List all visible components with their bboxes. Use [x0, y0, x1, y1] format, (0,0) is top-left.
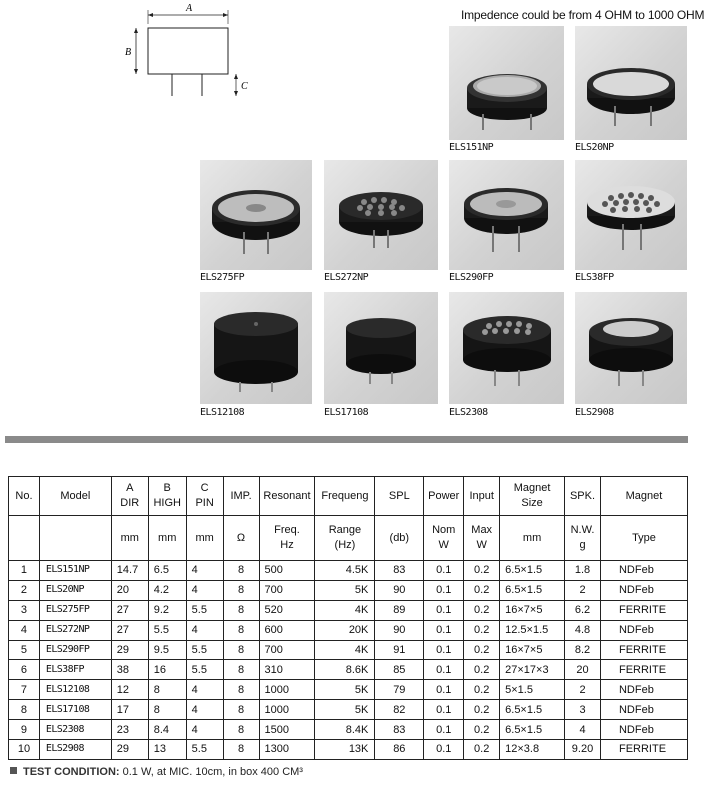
cell-input: 0.2: [464, 620, 500, 640]
cell-imp: 8: [223, 620, 259, 640]
cell-model: ELS38FP: [39, 660, 111, 680]
cell-magnet-type: FERRITE: [600, 740, 687, 760]
cell-dir: 23: [111, 720, 148, 740]
cell-weight: 4: [565, 720, 601, 740]
cell-magnet-size: 6.5×1.5: [500, 700, 565, 720]
col-subheader: (db): [375, 516, 424, 561]
table-row: [9, 561, 688, 581]
col-subheader: mm: [500, 516, 565, 561]
photo-els20np: [575, 26, 687, 140]
cell-range: 8.6K: [315, 660, 375, 680]
col-header: IMP.: [223, 477, 259, 516]
table-row: [9, 600, 688, 620]
cell-power: 0.1: [424, 600, 464, 620]
col-header: Power: [424, 477, 464, 516]
dim-label-b: B: [125, 47, 132, 58]
test-condition-text: 0.1 W, at MIC. 10cm, in box 400 CM³: [119, 766, 303, 778]
cell-input: 0.2: [464, 640, 500, 660]
cell-spl: 91: [375, 640, 424, 660]
photo-els38fp: [575, 160, 687, 270]
col-header: C PIN: [186, 477, 223, 516]
cell-imp: 8: [223, 580, 259, 600]
cell-weight: 2: [565, 580, 601, 600]
cell-range: 4K: [315, 640, 375, 660]
cell-dir: 17: [111, 700, 148, 720]
cell-resonant: 700: [259, 580, 315, 600]
photo-els2308: [449, 292, 564, 404]
cell-spl: 85: [375, 660, 424, 680]
col-subheader: mm: [111, 516, 148, 561]
cell-no: 1: [9, 561, 40, 581]
cell-spl: 90: [375, 620, 424, 640]
table-row: [9, 740, 688, 760]
cell-high: 8: [148, 680, 186, 700]
cell-magnet-size: 6.5×1.5: [500, 580, 565, 600]
col-subheader: [39, 516, 111, 561]
cell-model: ELS20NP: [39, 580, 111, 600]
photo-els290fp: [449, 160, 564, 270]
cell-model: ELS2908: [39, 740, 111, 760]
cell-magnet-size: 6.5×1.5: [500, 720, 565, 740]
cell-power: 0.1: [424, 680, 464, 700]
photo-label: ELS275FP: [200, 272, 245, 283]
photo-els17108: [324, 292, 438, 404]
col-subheader: [9, 516, 40, 561]
cell-pin: 4: [186, 620, 223, 640]
cell-pin: 4: [186, 680, 223, 700]
cell-weight: 3: [565, 700, 601, 720]
photo-label: ELS17108: [324, 407, 369, 418]
cell-model: ELS290FP: [39, 640, 111, 660]
cell-magnet-size: 16×7×5: [500, 640, 565, 660]
cell-range: 13K: [315, 740, 375, 760]
speaker-image: [449, 292, 564, 404]
cell-spl: 89: [375, 600, 424, 620]
cell-resonant: 1000: [259, 680, 315, 700]
photo-els2908: [575, 292, 687, 404]
cell-weight: 1.8: [565, 561, 601, 581]
photo-els272np: [324, 160, 438, 270]
speaker-image: [324, 160, 438, 270]
col-subheader: Nom W: [424, 516, 464, 561]
col-subheader: Range (Hz): [315, 516, 375, 561]
cell-imp: 8: [223, 720, 259, 740]
cell-magnet-type: NDFeb: [600, 720, 687, 740]
table-row: [9, 700, 688, 720]
cell-range: 8.4K: [315, 720, 375, 740]
cell-model: ELS275FP: [39, 600, 111, 620]
cell-pin: 5.5: [186, 600, 223, 620]
speaker-image: [324, 292, 438, 404]
cell-model: ELS2308: [39, 720, 111, 740]
cell-weight: 9.20: [565, 740, 601, 760]
cell-spl: 83: [375, 720, 424, 740]
bullet-square-icon: [10, 767, 17, 774]
cell-imp: 8: [223, 680, 259, 700]
cell-magnet-type: NDFeb: [600, 561, 687, 581]
cell-dir: 27: [111, 620, 148, 640]
cell-dir: 27: [111, 600, 148, 620]
cell-range: 4.5K: [315, 561, 375, 581]
cell-input: 0.2: [464, 580, 500, 600]
cell-weight: 6.2: [565, 600, 601, 620]
cell-magnet-size: 6.5×1.5: [500, 561, 565, 581]
photo-label: ELS12108: [200, 407, 245, 418]
cell-imp: 8: [223, 600, 259, 620]
col-subheader: Max W: [464, 516, 500, 561]
col-subheader: mm: [148, 516, 186, 561]
cell-high: 13: [148, 740, 186, 760]
cell-input: 0.2: [464, 740, 500, 760]
dimension-diagram: [120, 0, 260, 110]
cell-spl: 79: [375, 680, 424, 700]
photo-label: ELS151NP: [449, 142, 494, 153]
cell-range: 5K: [315, 700, 375, 720]
photo-els275fp: [200, 160, 312, 270]
cell-magnet-size: 12×3.8: [500, 740, 565, 760]
cell-dir: 38: [111, 660, 148, 680]
cell-no: 7: [9, 680, 40, 700]
cell-high: 16: [148, 660, 186, 680]
cell-high: 8.4: [148, 720, 186, 740]
col-header: Resonant: [259, 477, 315, 516]
cell-no: 8: [9, 700, 40, 720]
cell-range: 5K: [315, 680, 375, 700]
cell-resonant: 1500: [259, 720, 315, 740]
table-row: [9, 580, 688, 600]
table-row: [9, 640, 688, 660]
cell-magnet-size: 5×1.5: [500, 680, 565, 700]
cell-input: 0.2: [464, 680, 500, 700]
cell-magnet-type: NDFeb: [600, 580, 687, 600]
cell-no: 6: [9, 660, 40, 680]
col-subheader: mm: [186, 516, 223, 561]
cell-dir: 29: [111, 740, 148, 760]
cell-model: ELS151NP: [39, 561, 111, 581]
col-header: Magnet: [600, 477, 687, 516]
photo-label: ELS2308: [449, 407, 488, 418]
cell-resonant: 1300: [259, 740, 315, 760]
cell-input: 0.2: [464, 700, 500, 720]
cell-magnet-size: 12.5×1.5: [500, 620, 565, 640]
col-header: No.: [9, 477, 40, 516]
cell-pin: 5.5: [186, 660, 223, 680]
cell-high: 9.2: [148, 600, 186, 620]
speaker-image: [575, 292, 687, 404]
speaker-image: [200, 160, 312, 270]
cell-imp: 8: [223, 700, 259, 720]
cell-pin: 5.5: [186, 740, 223, 760]
photo-label: ELS2908: [575, 407, 614, 418]
cell-power: 0.1: [424, 620, 464, 640]
photo-els151np: [449, 26, 564, 140]
cell-pin: 4: [186, 561, 223, 581]
col-header: Frequeng: [315, 477, 375, 516]
cell-model: ELS17108: [39, 700, 111, 720]
speaker-image: [575, 26, 687, 140]
cell-magnet-type: FERRITE: [600, 640, 687, 660]
cell-magnet-type: FERRITE: [600, 660, 687, 680]
section-divider: [5, 436, 688, 443]
speaker-image: [200, 292, 312, 404]
cell-spl: 83: [375, 561, 424, 581]
cell-power: 0.1: [424, 740, 464, 760]
cell-model: ELS272NP: [39, 620, 111, 640]
cell-magnet-type: FERRITE: [600, 600, 687, 620]
table-header-row: [9, 477, 688, 516]
cell-power: 0.1: [424, 720, 464, 740]
cell-high: 9.5: [148, 640, 186, 660]
cell-spl: 90: [375, 580, 424, 600]
cell-imp: 8: [223, 640, 259, 660]
cell-no: 5: [9, 640, 40, 660]
cell-input: 0.2: [464, 561, 500, 581]
cell-dir: 12: [111, 680, 148, 700]
cell-imp: 8: [223, 740, 259, 760]
col-subheader: N.W. g: [565, 516, 601, 561]
cell-model: ELS12108: [39, 680, 111, 700]
photo-els12108: [200, 292, 312, 404]
cell-resonant: 1000: [259, 700, 315, 720]
cell-weight: 20: [565, 660, 601, 680]
cell-weight: 2: [565, 680, 601, 700]
table-row: [9, 720, 688, 740]
test-condition: [10, 766, 303, 778]
col-header: SPL: [375, 477, 424, 516]
cell-spl: 82: [375, 700, 424, 720]
cell-magnet-type: NDFeb: [600, 620, 687, 640]
dim-label-c: C: [241, 81, 248, 92]
col-header: A DIR: [111, 477, 148, 516]
speaker-image: [575, 160, 687, 270]
cell-range: 5K: [315, 580, 375, 600]
cell-high: 8: [148, 700, 186, 720]
cell-high: 4.2: [148, 580, 186, 600]
cell-dir: 20: [111, 580, 148, 600]
cell-pin: 5.5: [186, 640, 223, 660]
cell-resonant: 500: [259, 561, 315, 581]
cell-power: 0.1: [424, 561, 464, 581]
cell-no: 10: [9, 740, 40, 760]
col-header: B HIGH: [148, 477, 186, 516]
cell-power: 0.1: [424, 640, 464, 660]
cell-magnet-type: NDFeb: [600, 680, 687, 700]
col-header: SPK.: [565, 477, 601, 516]
cell-weight: 4.8: [565, 620, 601, 640]
photo-label: ELS20NP: [575, 142, 614, 153]
photo-label: ELS272NP: [324, 272, 369, 283]
cell-dir: 14.7: [111, 561, 148, 581]
col-header: Input: [464, 477, 500, 516]
cell-no: 9: [9, 720, 40, 740]
cell-imp: 8: [223, 660, 259, 680]
cell-power: 0.1: [424, 580, 464, 600]
cell-no: 2: [9, 580, 40, 600]
col-subheader: Type: [600, 516, 687, 561]
col-header: Magnet Size: [500, 477, 565, 516]
cell-range: 4K: [315, 600, 375, 620]
cell-high: 6.5: [148, 561, 186, 581]
cell-input: 0.2: [464, 660, 500, 680]
cell-resonant: 600: [259, 620, 315, 640]
cell-dir: 29: [111, 640, 148, 660]
cell-high: 5.5: [148, 620, 186, 640]
impedance-note: Impedence could be from 4 OHM to 1000 OHM: [461, 8, 705, 22]
cell-magnet-size: 16×7×5: [500, 600, 565, 620]
cell-power: 0.1: [424, 700, 464, 720]
cell-pin: 4: [186, 580, 223, 600]
table-subheader-row: [9, 516, 688, 561]
table-row: [9, 680, 688, 700]
cell-spl: 86: [375, 740, 424, 760]
speaker-image: [449, 26, 564, 140]
dim-label-a: A: [186, 3, 193, 14]
cell-pin: 4: [186, 700, 223, 720]
cell-weight: 8.2: [565, 640, 601, 660]
test-condition-label: TEST CONDITION:: [23, 766, 120, 778]
cell-no: 3: [9, 600, 40, 620]
table-row: [9, 660, 688, 680]
cell-range: 20K: [315, 620, 375, 640]
cell-input: 0.2: [464, 720, 500, 740]
cell-power: 0.1: [424, 660, 464, 680]
col-subheader: Freq. Hz: [259, 516, 315, 561]
cell-resonant: 520: [259, 600, 315, 620]
cell-resonant: 700: [259, 640, 315, 660]
cell-no: 4: [9, 620, 40, 640]
cell-magnet-type: NDFeb: [600, 700, 687, 720]
speaker-image: [449, 160, 564, 270]
cell-resonant: 310: [259, 660, 315, 680]
col-header: Model: [39, 477, 111, 516]
table-row: [9, 620, 688, 640]
cell-magnet-size: 27×17×3: [500, 660, 565, 680]
photo-label: ELS290FP: [449, 272, 494, 283]
photo-label: ELS38FP: [575, 272, 614, 283]
cell-pin: 4: [186, 720, 223, 740]
col-subheader: Ω: [223, 516, 259, 561]
spec-table: [8, 476, 688, 760]
cell-input: 0.2: [464, 600, 500, 620]
cell-imp: 8: [223, 561, 259, 581]
